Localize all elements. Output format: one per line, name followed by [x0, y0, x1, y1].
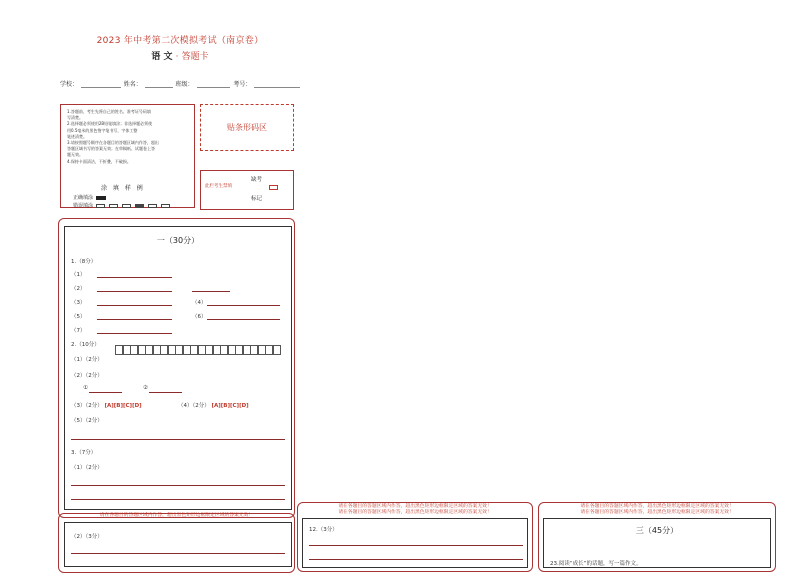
absent-mark-box: [200, 170, 294, 210]
school-field[interactable]: [81, 81, 121, 88]
card-name: 答题卡: [181, 52, 209, 62]
q1-item-label: （3）: [71, 300, 86, 306]
q2-circle-one: ①: [83, 385, 88, 391]
instruction-line: 1.答题前，考生先将自己的姓名、准考证号码填: [67, 109, 151, 114]
wrong-mark-icon: [122, 204, 131, 208]
q2-sub5-label: （5）（2分）: [71, 418, 103, 424]
q2-sub3-options[interactable]: [A][B][C][D]: [104, 403, 142, 409]
solid-mark-icon: [96, 196, 106, 200]
correct-fill-example: [73, 194, 106, 201]
subject-name: 语 文: [151, 52, 173, 62]
question-2-label: 2.（10分）: [71, 342, 100, 348]
instruction-line: 用0.5毫米的黑色签字笔书写，字体工整: [67, 127, 138, 133]
writing-line[interactable]: [71, 439, 285, 440]
wrong-mark-icon: [148, 204, 157, 208]
instruction-line: 4.保持卡面清洁，不折叠，不破损。: [67, 158, 131, 164]
q2-sub4-options[interactable]: [A][B][C][D]: [211, 403, 249, 409]
panel-c-label: 12.（3分）: [309, 527, 338, 533]
instruction-line: 答题区域书写的答案无效；在草稿纸、试题卷上答: [67, 146, 155, 152]
section-one-heading: 一（30分）: [156, 236, 200, 245]
q1-answer-line[interactable]: [97, 319, 172, 320]
q2-circle-two: ②: [143, 385, 148, 391]
correct-fill-label: 正确填涂: [73, 195, 94, 201]
panel-c-answer-area: [302, 518, 528, 568]
q2-sub3-label: [71, 401, 142, 409]
q3-sub1-label: （1）（2分）: [71, 465, 103, 471]
q1-item-label: （1）: [71, 272, 86, 278]
wrong-mark-icon: [161, 204, 170, 208]
panel-b-label: （2）（3分）: [71, 534, 103, 540]
instructions-text: [67, 109, 190, 165]
q1-answer-line[interactable]: [97, 333, 172, 334]
name-label: 姓名：: [123, 81, 142, 88]
wrong-mark-icon: [135, 204, 144, 208]
instructions-box: [60, 104, 195, 208]
name-field[interactable]: [145, 81, 173, 88]
instruction-line: 3.请按照题号顺序在各题目的答题区域内作答，超出: [67, 140, 159, 146]
panel-d-answer-area: [543, 518, 771, 568]
instruction-line: 2.选择题必须使用2B铅笔填涂；非选择题必须使: [67, 121, 153, 127]
q2-answer-line[interactable]: [149, 392, 182, 393]
q1-item-label: （5）: [71, 314, 86, 320]
q2-sub4-text: （4）（2分）: [178, 403, 210, 409]
character-grid[interactable]: [115, 345, 280, 355]
panel-d-prompt: 23.阅读“成长”的话题，写一篇作文。: [550, 561, 642, 567]
card-subtitle: [60, 49, 300, 62]
q1-answer-line[interactable]: [97, 277, 172, 278]
q1-answer-line[interactable]: [97, 291, 172, 292]
absent-note: 此栏考生禁填: [205, 184, 232, 189]
writing-line[interactable]: [71, 485, 285, 486]
q2-sub4-label: [178, 401, 249, 409]
q2-sub2-label: （2）（2分）: [71, 373, 103, 379]
question-1-label: 1.（8分）: [71, 259, 97, 265]
student-info-row: [60, 79, 300, 88]
q2-sub3-text: （3）（2分）: [71, 403, 103, 409]
q1-item-label: （4）: [192, 300, 207, 306]
exam-no-label: 考号：: [233, 81, 252, 88]
q1-answer-line[interactable]: [97, 305, 172, 306]
grid-cell[interactable]: [273, 345, 281, 355]
writing-line[interactable]: [71, 499, 285, 500]
q1-item-label: （6）: [192, 314, 207, 320]
q1-item-label: （2）: [71, 286, 86, 292]
writing-line[interactable]: [71, 553, 285, 554]
wrong-mark-icon: [96, 204, 105, 208]
boundary-warning: 请在各题目的答题区域内作答，超出黑色矩形边框限定区域的答案无效！: [338, 504, 492, 509]
absent-label-top: 缺考: [251, 177, 263, 183]
wrong-fill-example: [73, 202, 171, 209]
boundary-warning: 请在各题目的答题区域内作答，超出黑色矩形边框限定区域的答案无效！: [99, 513, 254, 518]
instruction-line: 题无效。: [67, 152, 83, 158]
title-separator: ·: [175, 52, 179, 62]
instruction-line: 写清楚。: [67, 115, 83, 121]
q2-sub1-label: （1）（2分）: [71, 357, 103, 363]
section-three-heading: 三（45分）: [635, 526, 679, 535]
question-3-label: 3.（7分）: [71, 450, 97, 456]
writing-line[interactable]: [309, 559, 523, 560]
wrong-mark-icon: [109, 204, 118, 208]
q1-answer-line[interactable]: [207, 319, 280, 320]
barcode-label: 贴条形码区: [227, 123, 267, 132]
boundary-warning: 请在各题目的答题区域内作答，超出黑色矩形边框限定区域的答案无效！: [338, 510, 492, 515]
q1-item-label: （7）: [71, 328, 86, 334]
class-label: 班级：: [175, 81, 194, 88]
fill-example-title: 涂 填 样 例: [101, 185, 145, 192]
exam-no-field[interactable]: [254, 81, 300, 88]
instruction-line: 笔迹清楚。: [67, 133, 87, 139]
wrong-fill-label: 错误填涂: [73, 203, 94, 209]
boundary-warning: 请在各题目的答题区域内作答，超出黑色矩形边框限定区域的答案无效！: [580, 510, 734, 515]
panel-b-answer-area: [64, 522, 292, 567]
absent-checkbox[interactable]: [269, 185, 278, 190]
section-one-answer-area: [64, 226, 292, 510]
class-field[interactable]: [197, 81, 231, 88]
q2-answer-line[interactable]: [89, 392, 122, 393]
q1-answer-line[interactable]: [192, 291, 230, 292]
exam-title: 2023 年中考第二次模拟考试（南京卷）: [96, 36, 264, 46]
barcode-area: [200, 104, 294, 151]
writing-line[interactable]: [309, 545, 523, 546]
school-label: 学校：: [60, 81, 79, 88]
boundary-warning: 请在各题目的答题区域内作答，超出黑色矩形边框限定区域的答案无效！: [580, 504, 734, 509]
q1-answer-line[interactable]: [207, 305, 280, 306]
absent-label-bottom: 标记: [251, 196, 263, 202]
